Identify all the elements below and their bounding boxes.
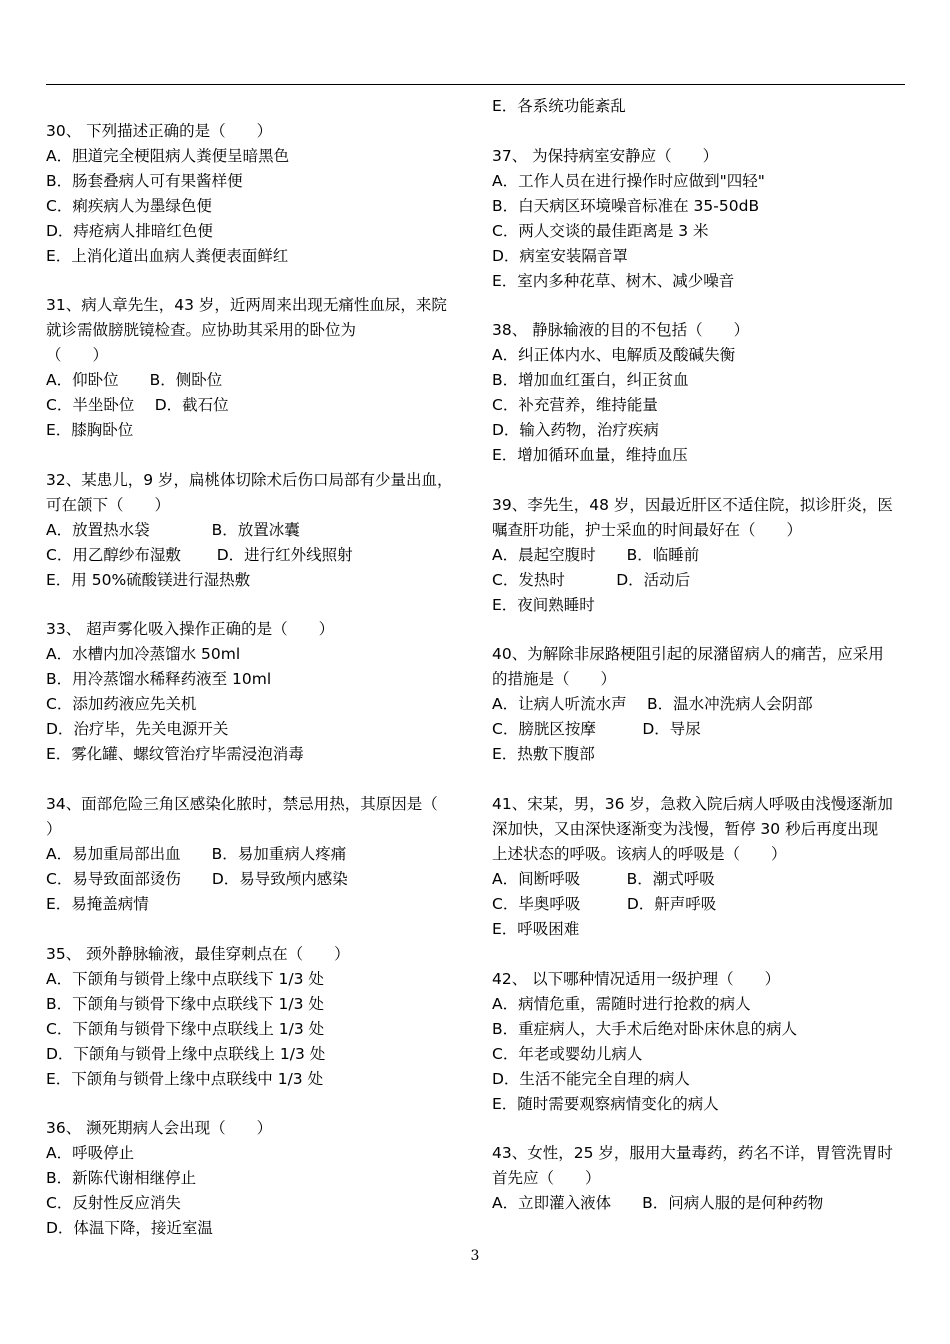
right-text-line: 的措施是（ ） — [492, 670, 617, 689]
left-text-line: C．易导致面部烫伤 D．易导致颅内感染 — [46, 869, 348, 888]
left-text-line: E．上消化道出血病人粪便表面鲜红 — [46, 246, 289, 265]
right-column — [492, 94, 912, 1216]
right-text-line: A．纠正体内水、电解质及酸碱失衡 — [492, 346, 736, 365]
left-text-line: C．反射性反应消失 — [46, 1194, 181, 1213]
left-text-line: E．膝胸卧位 — [46, 421, 134, 440]
left-gap — [46, 94, 466, 119]
right-gap — [492, 468, 912, 493]
left-text-line: B．用冷蒸馏水稀释药液至 10ml — [46, 670, 272, 689]
left-text-line: ） — [46, 819, 62, 838]
left-text-line: （ ） — [46, 346, 109, 365]
right-text-line: A．工作人员在进行操作时应做到"四轻" — [492, 171, 765, 190]
right-gap — [492, 767, 912, 792]
left-text-line: C．半坐卧位 D．截石位 — [46, 396, 229, 415]
left-text-line: A．胆道完全梗阻病人粪便呈暗黑色 — [46, 146, 290, 165]
left-text-line: 31、病人章先生，43 岁，近两周来出现无痛性血尿，来院 — [46, 296, 447, 315]
right-text-line: B．白天病区环境噪音标准在 35-50dB — [492, 196, 760, 215]
right-text-line: D．病室安装隔音罩 — [492, 246, 628, 265]
right-text-line: 38、 静脉输液的目的不包括（ ） — [492, 321, 750, 340]
right-text-line: 首先应（ ） — [492, 1169, 601, 1188]
right-text-line: 40、为解除非尿路梗阻引起的尿潴留病人的痛苦，应采用 — [492, 645, 884, 664]
right-text-line: 42、 以下哪种情况适用一级护理（ ） — [492, 969, 781, 988]
left-text-line: E．易掩盖病情 — [46, 894, 149, 913]
right-gap — [492, 942, 912, 967]
right-text-line: 嘱查肝功能，护士采血的时间最好在（ ） — [492, 520, 803, 539]
left-text-line: 33、 超声雾化吸入操作正确的是（ ） — [46, 620, 335, 639]
left-text-line: 就诊需做膀胱镜检查。应协助其采用的卧位为 — [46, 321, 357, 340]
left-text-line: D．痔疮病人排暗红色便 — [46, 221, 213, 240]
right-text-line: 37、 为保持病室安静应（ ） — [492, 146, 719, 165]
right-text-line: E．呼吸困难 — [492, 919, 580, 938]
right-text-line: B．重症病人，大手术后绝对卧床休息的病人 — [492, 1019, 798, 1038]
right-text-line: C．年老或婴幼儿病人 — [492, 1044, 643, 1063]
right-text-line: E．室内多种花草、树木、减少噪音 — [492, 271, 735, 290]
right-text-line: E．夜间熟睡时 — [492, 595, 595, 614]
right-text-line: E．各系统功能紊乱 — [492, 97, 626, 115]
left-text-line: E．雾化罐、螺纹管治疗毕需浸泡消毒 — [46, 745, 304, 764]
right-text-line: D．生活不能完全自理的病人 — [492, 1069, 690, 1088]
left-text-line: 36、 濒死期病人会出现（ ） — [46, 1119, 273, 1138]
right-text-line: A．间断呼吸 B．潮式呼吸 — [492, 869, 715, 888]
left-text-line: A．水槽内加冷蒸馏水 50ml — [46, 645, 241, 664]
right-text-line: A．晨起空腹时 B．临睡前 — [492, 545, 700, 564]
right-text-line: E．增加循环血量，维持血压 — [492, 446, 688, 465]
right-gap — [492, 294, 912, 319]
page-number: 3 — [470, 1248, 480, 1264]
right-gap — [492, 618, 912, 643]
right-gap — [492, 1117, 912, 1142]
right-text-line: D．输入药物，治疗疾病 — [492, 421, 659, 440]
right-text-line: 上述状态的呼吸。该病人的呼吸是（ ） — [492, 844, 787, 863]
right-text-line: A．让病人听流水声 B．温水冲洗病人会阴部 — [492, 695, 813, 714]
right-text-line: B．增加血红蛋白，纠正贫血 — [492, 371, 689, 390]
left-text-line: D．治疗毕，先关电源开关 — [46, 720, 229, 739]
left-text-line: C．用乙醇纱布湿敷 D．进行红外线照射 — [46, 545, 353, 564]
right-gap — [492, 119, 912, 144]
header-rule — [46, 84, 905, 85]
left-text-line: A．呼吸停止 — [46, 1144, 135, 1163]
right-text-line: E．随时需要观察病情变化的病人 — [492, 1094, 719, 1113]
left-text-line: C．痢疾病人为墨绿色便 — [46, 196, 212, 215]
right-text-line: C．毕奥呼吸 D．鼾声呼吸 — [492, 894, 717, 913]
right-text-line: A．病情危重，需随时进行抢救的病人 — [492, 994, 751, 1013]
left-gap — [46, 443, 466, 468]
left-gap — [46, 593, 466, 618]
left-text-line: B．下颌角与锁骨下缘中点联线下 1/3 处 — [46, 994, 324, 1013]
left-gap — [46, 917, 466, 942]
left-text-line: B．新陈代谢相继停止 — [46, 1169, 197, 1188]
left-text-line: D．体温下降，接近室温 — [46, 1219, 213, 1238]
right-text-line: A．立即灌入液体 B．问病人服的是何种药物 — [492, 1194, 824, 1213]
left-column — [46, 94, 466, 1241]
right-text-line: C．补充营养，维持能量 — [492, 396, 658, 415]
left-gap — [46, 269, 466, 294]
left-text-line: E．用 50%硫酸镁进行湿热敷 — [46, 570, 251, 589]
left-text-line: D．下颌角与锁骨上缘中点联线上 1/3 处 — [46, 1044, 326, 1063]
right-text-line: E．热敷下腹部 — [492, 745, 595, 764]
right-text-line: 深加快，又由深快逐渐变为浅慢，暂停 30 秒后再度出现 — [492, 819, 879, 838]
right-text-line: 39、李先生，48 岁，因最近肝区不适住院，拟诊肝炎，医 — [492, 495, 893, 514]
left-text-line: A．放置热水袋 B．放置冰囊 — [46, 520, 300, 539]
left-gap — [46, 767, 466, 792]
left-gap — [46, 1092, 466, 1117]
left-text-line: 32、某患儿，9 岁，扁桃体切除术后伤口局部有少量出血， — [46, 470, 453, 489]
right-text-line: C．膀胱区按摩 D．导尿 — [492, 720, 701, 739]
left-text-line: 30、 下列描述正确的是（ ） — [46, 121, 273, 140]
left-text-line: B．肠套叠病人可有果酱样便 — [46, 171, 243, 190]
left-text-line: A．易加重局部出血 B．易加重病人疼痛 — [46, 844, 347, 863]
right-text-line: C．两人交谈的最佳距离是 3 米 — [492, 221, 709, 240]
left-text-line: A．下颌角与锁骨上缘中点联线下 1/3 处 — [46, 969, 324, 988]
right-text-line: 41、宋某，男，36 岁，急救入院后病人呼吸由浅慢逐渐加 — [492, 794, 893, 813]
left-text-line: C．添加药液应先关机 — [46, 695, 197, 714]
left-text-line: 34、面部危险三角区感染化脓时，禁忌用热，其原因是（ — [46, 794, 438, 813]
left-text-line: 35、 颈外静脉输液，最佳穿刺点在（ ） — [46, 944, 350, 963]
left-text-line: A．仰卧位 B．侧卧位 — [46, 371, 223, 390]
right-text-line: 43、女性，25 岁，服用大量毒药，药名不详，胃管洗胃时 — [492, 1144, 893, 1163]
left-text-line: 可在颌下（ ） — [46, 495, 171, 514]
right-text-line: C．发热时 D．活动后 — [492, 570, 691, 589]
left-text-line: E．下颌角与锁骨上缘中点联线中 1/3 处 — [46, 1069, 324, 1088]
left-text-line: C．下颌角与锁骨下缘中点联线上 1/3 处 — [46, 1019, 325, 1038]
